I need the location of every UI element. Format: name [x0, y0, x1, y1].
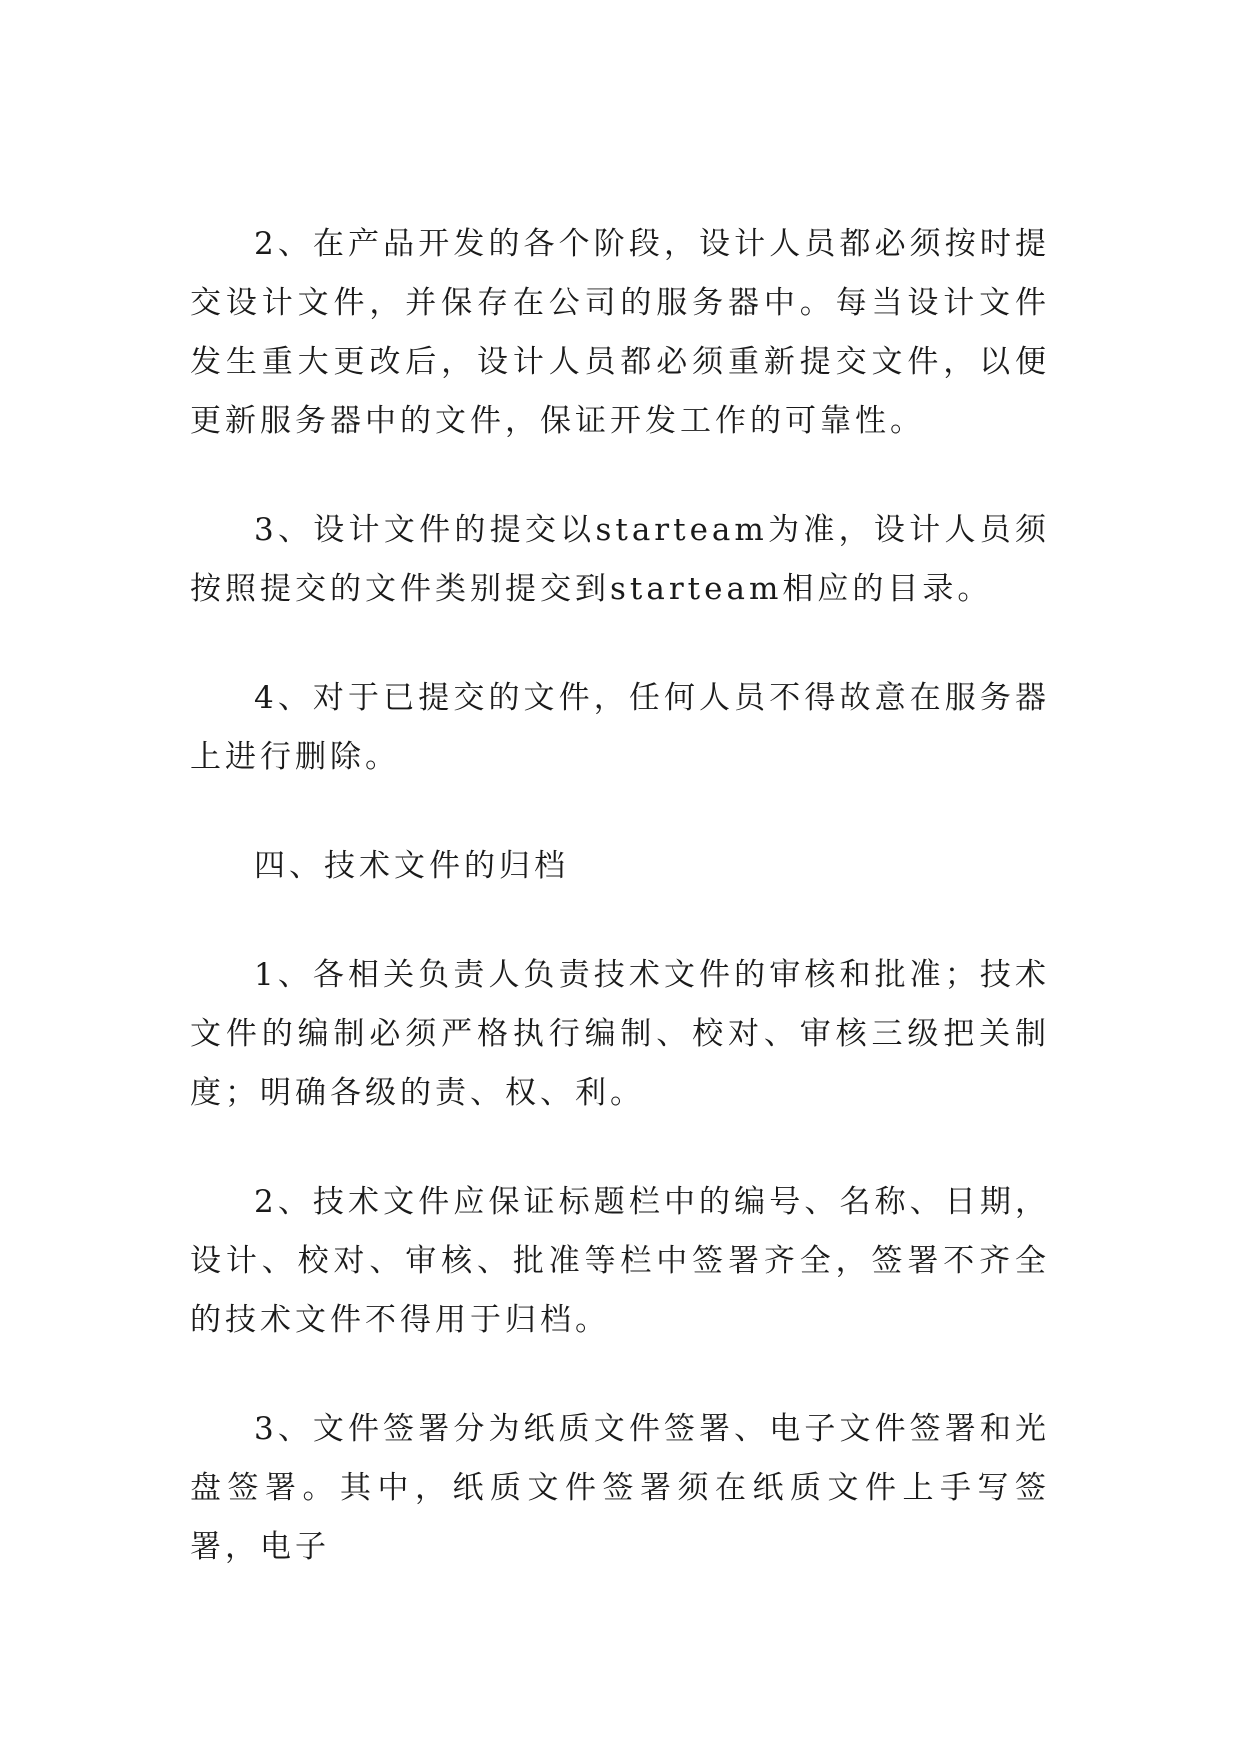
- paragraph-title-block-signatures: 2、技术文件应保证标题栏中的编号、名称、日期，设计、校对、审核、批准等栏中签署齐全，签署不齐全的技术文件不得用于归档。: [190, 1184, 1050, 1338]
- paragraph-review-approval: 1、各相关负责人负责技术文件的审核和批准；技术文件的编制必须严格执行编制、校对、审核三级把关制度；明确各级的责、权、利。: [190, 957, 1050, 1111]
- document-body: [190, 215, 1050, 1627]
- paragraph-signing-methods: 3、文件签署分为纸质文件签署、电子文件签署和光盘签署。其中，纸质文件签署须在纸质文件上手写签署，电子: [190, 1411, 1050, 1565]
- section-heading-archiving: 四、技术文件的归档: [254, 848, 569, 884]
- paragraph-no-deletion: 4、对于已提交的文件，任何人员不得故意在服务器上进行删除。: [190, 680, 1050, 775]
- paragraph-starteam-submission: 3、设计文件的提交以starteam为准，设计人员须按照提交的文件类别提交到starteam相应的目录。: [190, 512, 1050, 607]
- paragraph-submit-design-files: 2、在产品开发的各个阶段，设计人员都必须按时提交设计文件，并保存在公司的服务器中。每当设计文件发生重大更改后，设计人员都必须重新提交文件，以便更新服务器中的文件，保证开发工作的可靠性。: [190, 226, 1050, 439]
